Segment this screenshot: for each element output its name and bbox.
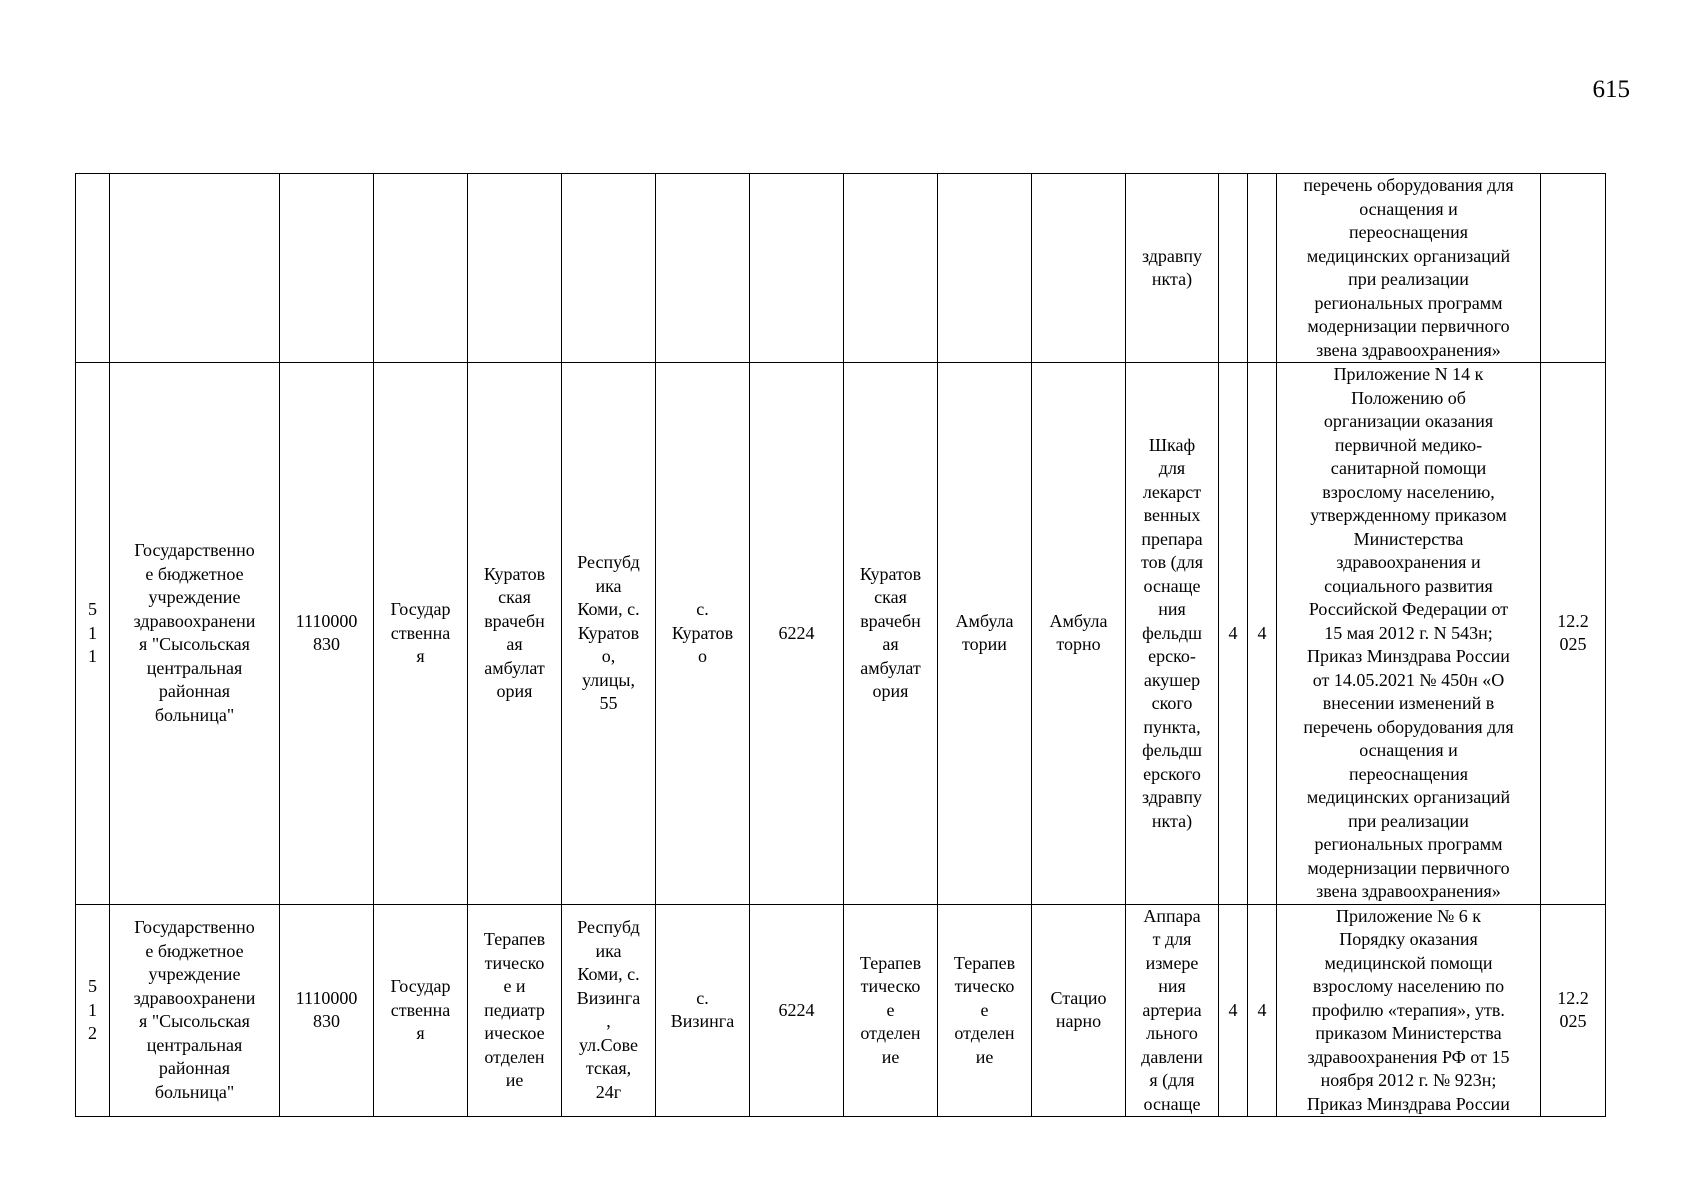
cell-text: здравпу нкта) xyxy=(1141,245,1203,289)
department-cell xyxy=(844,904,938,1117)
cell-text: Государственно е бюджетное учреждение здравоохранени я "Сысольская центральная районная больница" xyxy=(133,917,256,1102)
territory-code-cell xyxy=(750,904,844,1117)
department-cell xyxy=(844,174,938,363)
cell-text: 4 xyxy=(1228,622,1238,643)
organization-code-cell xyxy=(280,904,374,1117)
territory-code-cell xyxy=(750,363,844,905)
table-row xyxy=(76,904,1606,1117)
equipment-cell xyxy=(1126,363,1219,905)
regulation-cell xyxy=(1277,174,1541,363)
row-number-cell xyxy=(76,904,110,1117)
date-cell xyxy=(1541,904,1606,1117)
cell-text: Куратов ская врачебн ая амбулат ория xyxy=(483,563,546,702)
cell-text: 1110000 830 xyxy=(295,987,358,1032)
subdivision-cell xyxy=(468,174,562,363)
ownership-cell xyxy=(374,174,468,363)
equipment-registry-table xyxy=(75,173,1606,1117)
care-type-cell xyxy=(938,174,1032,363)
quantity-cell xyxy=(1219,904,1248,1117)
ownership-cell xyxy=(374,363,468,905)
cell-text: 1110000 830 xyxy=(295,610,358,655)
cell-text: Аппара т для измере ния артериа льного давлени я (для оснаще xyxy=(1141,905,1203,1114)
cell-text: перечень оборудования для оснащения и переоснащения медицинских организаций при реализации региональных программ модернизации первичного звена здравоохранения» xyxy=(1303,175,1514,360)
locality-cell xyxy=(656,363,750,905)
cell-text: 5 1 2 xyxy=(88,976,97,1043)
organization-code-cell xyxy=(280,363,374,905)
cell-text: с. Куратов о xyxy=(671,599,734,666)
cell-text: Амбула торно xyxy=(1049,610,1108,655)
care-form-cell xyxy=(1032,174,1126,363)
care-type-cell xyxy=(938,363,1032,905)
cell-text: Приложение № 6 к Порядку оказания медицинской помощи взрослому населению по профилю «терапия», утв. приказом Министерства здравоохранения РФ от 15 ноября 2012 г. № 923н; Приказ Минздрава России xyxy=(1307,905,1510,1114)
date-cell xyxy=(1541,363,1606,905)
quantity-cell xyxy=(1219,363,1248,905)
locality-cell xyxy=(656,174,750,363)
regulation-cell xyxy=(1277,904,1541,1117)
organization-code-cell xyxy=(280,174,374,363)
regulation-cell xyxy=(1277,363,1541,905)
equipment-cell xyxy=(1126,174,1219,363)
cell-text: Приложение N 14 к Положению об организации оказания первичной медико- санитарной помощи взрослому населению, утвержденному приказом Министерства здравоохранения и социального развития Российской Федерации от 15 мая 2012 г. N 543н; Приказ Минздрава России от 14.05.2021 № 450н «О внесении изменений в перечень оборудования для оснащения и переоснащения медицинских организаций при реализации региональных программ модернизации первичного звена здравоохранения» xyxy=(1303,364,1514,901)
care-form-cell xyxy=(1032,363,1126,905)
quantity-cell xyxy=(1248,174,1277,363)
page-number: 615 xyxy=(1592,76,1630,103)
cell-text: Терапев тическо е и педиатр ическое отделен ие xyxy=(483,929,546,1090)
table-row xyxy=(76,363,1606,905)
cell-text: Государ ственна я xyxy=(390,599,451,666)
cell-text: 4 xyxy=(1257,622,1267,643)
cell-text: 6224 xyxy=(778,999,815,1020)
cell-text: Стацио нарно xyxy=(1050,987,1107,1032)
care-form-cell xyxy=(1032,904,1126,1117)
cell-text: Амбула тории xyxy=(955,610,1014,655)
cell-text: 4 xyxy=(1228,999,1238,1020)
equipment-cell xyxy=(1126,904,1219,1117)
quantity-cell xyxy=(1248,363,1277,905)
organization-cell xyxy=(110,363,280,905)
subdivision-cell xyxy=(468,904,562,1117)
cell-text: Терапев тическо е отделен ие xyxy=(953,952,1016,1067)
care-type-cell xyxy=(938,904,1032,1117)
cell-text: Государственно е бюджетное учреждение здравоохранени я "Сысольская центральная районная больница" xyxy=(133,540,256,725)
table-body xyxy=(76,174,1606,1117)
territory-code-cell xyxy=(750,174,844,363)
quantity-cell xyxy=(1248,904,1277,1117)
cell-text: Шкаф для лекарст венных препара тов (для оснаще ния фельдш ерско- акушер ского пункта, фельдш ерского здравпу нкта) xyxy=(1140,434,1204,831)
cell-text: 4 xyxy=(1257,999,1267,1020)
subdivision-cell xyxy=(468,363,562,905)
address-cell xyxy=(562,904,656,1117)
department-cell xyxy=(844,363,938,905)
cell-text: 12.2 025 xyxy=(1557,987,1589,1032)
row-number-cell xyxy=(76,363,110,905)
cell-text: с. Визинга xyxy=(670,987,735,1032)
cell-text: Государ ственна я xyxy=(390,976,451,1043)
cell-text: Респубд ика Коми, с. Визинга , ул.Сове тская, 24г xyxy=(576,917,641,1102)
cell-text: Респубд ика Коми, с. Куратов о, улицы, 55 xyxy=(577,552,640,713)
organization-cell xyxy=(110,904,280,1117)
address-cell xyxy=(562,174,656,363)
cell-text: 12.2 025 xyxy=(1557,610,1589,655)
cell-text: 6224 xyxy=(778,622,815,643)
address-cell xyxy=(562,363,656,905)
date-cell xyxy=(1541,174,1606,363)
quantity-cell xyxy=(1219,174,1248,363)
cell-text: 5 1 1 xyxy=(88,599,97,666)
table-row xyxy=(76,174,1606,363)
organization-cell xyxy=(110,174,280,363)
cell-text: Куратов ская врачебн ая амбулат ория xyxy=(859,563,922,702)
locality-cell xyxy=(656,904,750,1117)
cell-text: Терапев тическо е отделен ие xyxy=(859,952,922,1067)
row-number-cell xyxy=(76,174,110,363)
ownership-cell xyxy=(374,904,468,1117)
